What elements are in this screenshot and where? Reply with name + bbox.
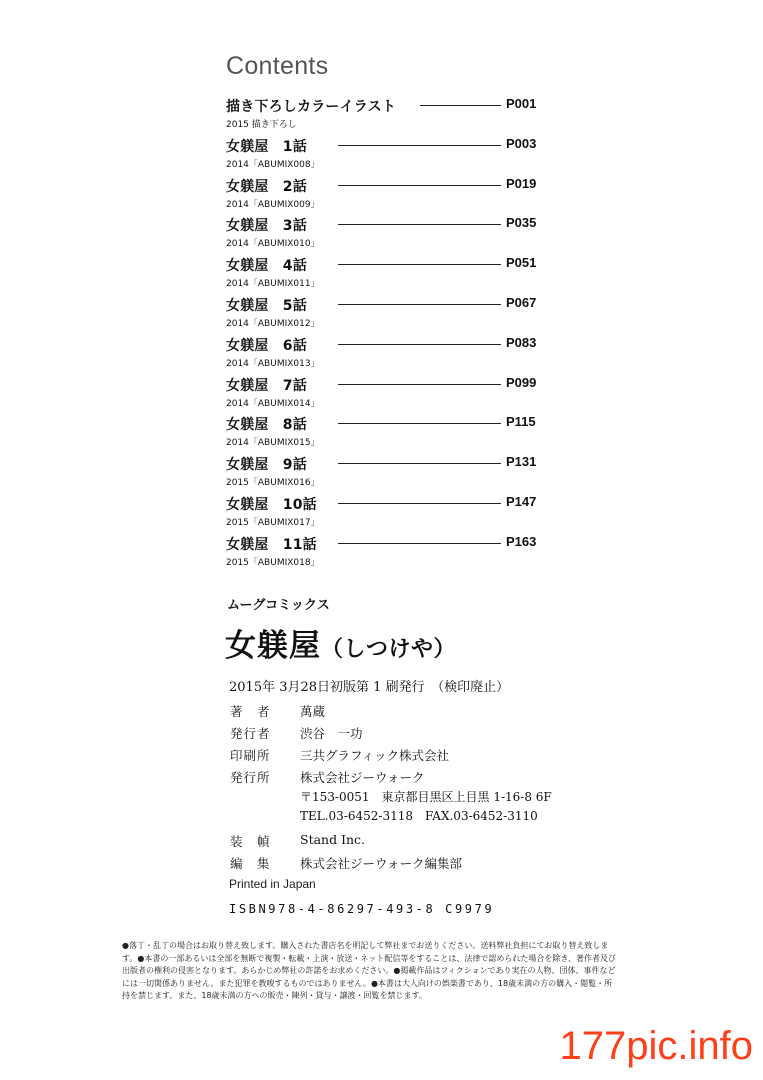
toc-leader-line bbox=[338, 264, 501, 265]
toc-entry bbox=[226, 534, 546, 574]
toc-page-number: P003 bbox=[506, 135, 537, 151]
toc-entry-title: 女躾屋 11話 bbox=[226, 536, 317, 553]
toc-page-number: P147 bbox=[506, 493, 537, 509]
toc-leader-line bbox=[338, 384, 501, 385]
toc-page-number: P163 bbox=[506, 533, 537, 549]
credit-value: 〒153-0051 東京都目黒区上目黒 1-16-8 6F bbox=[300, 790, 552, 804]
toc-entry-title: 女躾屋 9話 bbox=[226, 457, 307, 474]
notice-line: には一切関係ありません。また犯罪を教唆するものではありません。●本書は大人向けの娯楽書であり、18歳未満の方の購入・閲覧・所 bbox=[122, 978, 613, 988]
isbn: ISBN978-4-86297-493-8 C9979 bbox=[229, 902, 495, 916]
toc-entry-source: 2014「ABUMIX014」 bbox=[226, 398, 320, 409]
toc-leader-line bbox=[338, 344, 501, 345]
toc-page-number: P099 bbox=[506, 374, 537, 390]
book-title bbox=[225, 620, 456, 665]
credit-key: 編 集 bbox=[230, 856, 271, 871]
credit-key: 発行者 bbox=[230, 726, 271, 741]
toc-entry-source: 2015「ABUMIX018」 bbox=[226, 557, 320, 568]
toc-page-number: P019 bbox=[506, 175, 537, 191]
credit-value: 三共グラフィック株式会社 bbox=[300, 748, 450, 763]
toc-leader-line bbox=[338, 185, 501, 186]
toc-leader-line bbox=[338, 543, 501, 544]
toc-page-number: P001 bbox=[506, 96, 537, 111]
toc-page-number: P051 bbox=[506, 255, 537, 271]
toc-entry-title: 女躾屋 1話 bbox=[226, 138, 307, 155]
toc-entry-title: 女躾屋 6話 bbox=[226, 337, 307, 354]
toc-entry bbox=[226, 375, 546, 415]
toc-leader-line bbox=[338, 423, 501, 424]
toc-entry-source: 2014「ABUMIX012」 bbox=[226, 318, 320, 329]
credit-key: 印刷所 bbox=[230, 748, 271, 763]
toc-page-number: P035 bbox=[506, 215, 537, 231]
notice-line: 出版者の権利の侵害となります。あらかじめ弊社の許諾をお求めください。●掲載作品はフィクションであり実在の人物、団体、事件など bbox=[122, 966, 616, 976]
toc-entry-source: 2014「ABUMIX010」 bbox=[226, 239, 320, 250]
toc-page-number: P115 bbox=[506, 414, 536, 430]
toc-page-number: P067 bbox=[506, 294, 537, 310]
toc-entry bbox=[226, 494, 546, 534]
toc-entry-source: 2014「ABUMIX008」 bbox=[226, 159, 320, 170]
credit-value: 株式会社ジーウォーク bbox=[300, 770, 425, 785]
credit-key: 発行所 bbox=[230, 770, 271, 785]
series-label: ムーグコミックス bbox=[227, 598, 330, 613]
toc-leader-line bbox=[338, 503, 501, 504]
notice-line: 持を禁じます。また、18歳未満の方への販売・陳列・貸与・譲渡・回覧を禁じます。 bbox=[122, 991, 427, 1001]
notice-line: す。●本書の一部あるいは全部を無断で複製・転載・上演・放送・ネット配信等をすることは、法律で認められた場合を除き、著作者及び bbox=[122, 953, 617, 963]
watermark: 177pic.info bbox=[559, 1024, 753, 1068]
toc-entry-title: 女躾屋 5話 bbox=[226, 297, 307, 314]
toc-entry-source: 2015「ABUMIX016」 bbox=[226, 478, 320, 489]
contents-heading: Contents bbox=[226, 52, 329, 80]
toc-entry-source: 2014「ABUMIX015」 bbox=[226, 438, 320, 449]
toc-page-number: P131 bbox=[506, 454, 537, 470]
toc-entry-source: 2015「ABUMIX017」 bbox=[226, 517, 320, 528]
toc-leader-line bbox=[338, 463, 501, 464]
toc-entry bbox=[226, 96, 546, 136]
toc-entry-title: 女躾屋 8話 bbox=[226, 417, 307, 434]
book-title-main: 女躾屋 bbox=[225, 628, 321, 664]
book-title-reading: （しつけや） bbox=[321, 637, 457, 662]
toc-entry-title: 描き下ろしカラーイラスト bbox=[226, 99, 396, 115]
toc-entry bbox=[226, 295, 546, 335]
credit-value: 渋谷 一功 bbox=[300, 726, 363, 741]
toc-entry bbox=[226, 414, 546, 454]
toc-leader-line bbox=[338, 145, 501, 146]
toc-entry-title: 女躾屋 7話 bbox=[226, 377, 307, 394]
toc-entry-source: 2014「ABUMIX013」 bbox=[226, 358, 320, 369]
credit-key: 装 幀 bbox=[230, 834, 271, 849]
credit-value: 株式会社ジーウォーク編集部 bbox=[300, 856, 463, 871]
notice-line: ●落丁・乱丁の場合はお取り替え致します。購入された書店名を明記して弊社までお送りください。送料弊社負担にてお取り替え致しま bbox=[122, 941, 609, 950]
toc-entry-title: 女躾屋 10話 bbox=[226, 496, 317, 513]
toc-entry bbox=[226, 335, 546, 375]
toc-entry-title: 女躾屋 3話 bbox=[226, 218, 307, 235]
toc-entry-source: 2015 描き下ろし bbox=[226, 120, 297, 130]
toc-leader-line bbox=[338, 304, 501, 305]
toc-leader-line bbox=[338, 224, 501, 225]
toc-entry bbox=[226, 136, 546, 176]
legal-notice bbox=[122, 940, 650, 1003]
toc-entry-source: 2014「ABUMIX011」 bbox=[226, 279, 320, 290]
toc-leader-line bbox=[420, 105, 501, 106]
toc-entry bbox=[226, 255, 546, 295]
credit-value: TEL.03-6452-3118 FAX.03-6452-3110 bbox=[300, 809, 538, 823]
edition-line: 2015年 3月28日初版第 1 刷発行 （検印廃止） bbox=[229, 680, 510, 695]
toc-page-number: P083 bbox=[506, 334, 537, 350]
table-of-contents bbox=[226, 96, 546, 574]
credit-value: Stand Inc. bbox=[300, 832, 366, 847]
credit-value: 萬蔵 bbox=[300, 704, 326, 719]
toc-entry bbox=[226, 454, 546, 494]
toc-entry-title: 女躾屋 2話 bbox=[226, 178, 307, 195]
toc-entry bbox=[226, 215, 546, 255]
toc-entry bbox=[226, 176, 546, 216]
toc-entry-source: 2014「ABUMIX009」 bbox=[226, 199, 320, 210]
printed-in: Printed in Japan bbox=[229, 877, 316, 891]
toc-entry-title: 女躾屋 4話 bbox=[226, 258, 307, 275]
credit-key: 著 者 bbox=[230, 704, 271, 719]
